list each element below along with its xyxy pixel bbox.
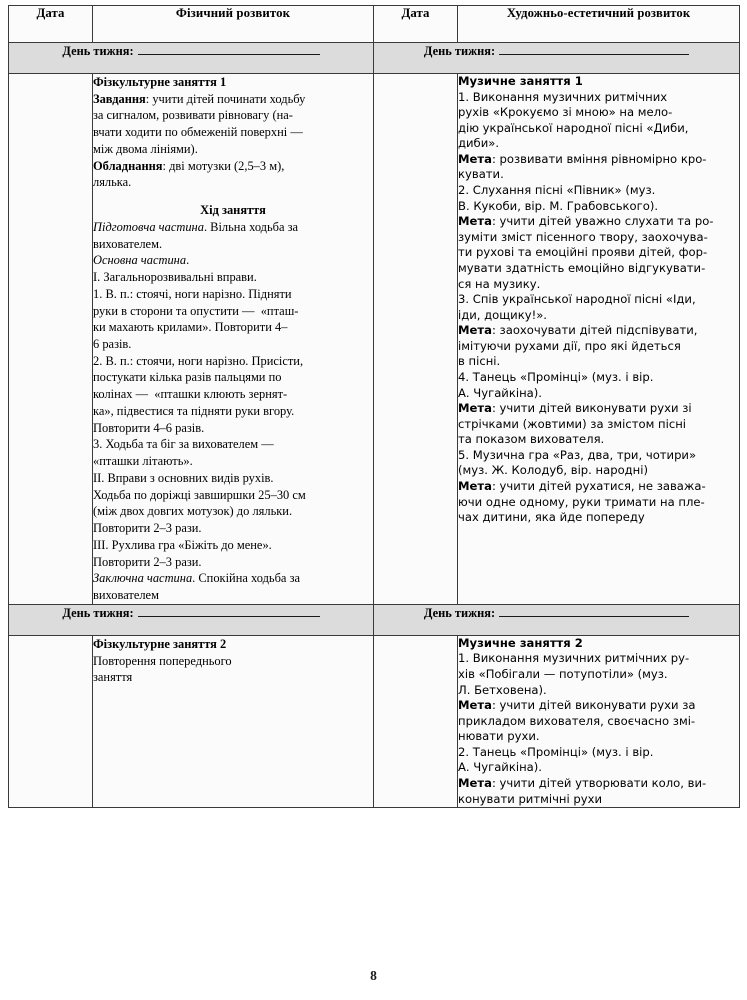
text-line: прикладом вихователя, своєчасно змі-: [458, 713, 696, 728]
text-line: між двома лініями).: [93, 141, 198, 156]
text-line: іди, дощику!».: [458, 307, 547, 322]
text-line: І. Загальнорозвивальні вправи.: [93, 270, 257, 285]
lesson-row-2: [9, 635, 740, 807]
text-line: 1. Виконання музичних ритмічних: [458, 89, 668, 104]
text-line: Обладнання: дві мотузки (2,5–3 м),: [93, 158, 285, 173]
text-line: 2. Слухання пісні «Півник» (муз.: [458, 183, 656, 198]
lesson-row-1: [9, 74, 740, 605]
text-line: Повторити 2–3 рази.: [93, 521, 202, 536]
text-line: мувати здатність емоційно відгукувати-: [458, 260, 706, 275]
day-of-week-row-1: [9, 43, 740, 74]
text-line: А. Чугайкіна).: [458, 760, 542, 775]
day-of-week-cell-physical-2: [9, 604, 374, 635]
artistic-lesson-cell-1: [458, 74, 740, 605]
text-line: 6 разів.: [93, 337, 132, 352]
text-line: руки в сторони та опустити — «пташ-: [93, 303, 299, 318]
text-line: Мета: учити дітей уважно слухати та ро-: [458, 214, 714, 229]
text-line: 1. Виконання музичних ритмічних ру-: [458, 651, 690, 666]
header-date-2: Дата: [374, 6, 458, 43]
text-line: Завдання: учити дітей починати ходьбу: [93, 91, 306, 106]
day-of-week-cell-physical-1: [9, 43, 374, 74]
date-cell-physical-1[interactable]: [9, 74, 93, 605]
date-cell-physical-2[interactable]: [9, 635, 93, 807]
text-line: та показом вихователя.: [458, 432, 605, 447]
text-line: 3. Спів української народної пісні «Іди,: [458, 292, 696, 307]
text-line: за сигналом, розвивати рівновагу (на-: [93, 108, 293, 123]
text-line: лялька.: [93, 175, 132, 190]
text-line: Повторення попереднього: [93, 653, 232, 668]
text-line: Мета: учити дітей утворювати коло, ви-: [458, 775, 707, 790]
text-line: Л. Бетховена).: [458, 682, 547, 697]
text-line: вчати ходити по обмеженій поверхні —: [93, 125, 303, 140]
text-line: кувати.: [458, 167, 504, 182]
physical-lesson-cell-2: [93, 635, 374, 807]
text-line: постукати кілька разів пальцями по: [93, 370, 282, 385]
text-line: 5. Музична гра «Раз, два, три, чотири»: [458, 447, 697, 462]
section-heading: Хід заняття: [200, 203, 266, 218]
text-line: колінах — «пташки клюють зернят-: [93, 387, 288, 402]
text-line: ІІІ. Рухлива гра «Біжіть до мене».: [93, 537, 272, 552]
physical-lesson-title-2: Фізкультурне заняття 2: [93, 636, 227, 651]
text-line: імітуючи рухами дії, про які йдеться: [458, 338, 681, 353]
day-of-week-input-line[interactable]: [499, 605, 689, 617]
text-line: Підготовча частина. Вільна ходьба за: [93, 219, 299, 234]
header-physical-development: Фізичний розвиток: [93, 6, 374, 43]
text-line: (муз. Ж. Колодуб, вір. народні): [458, 463, 649, 478]
text-line: нювати рухи.: [458, 729, 540, 744]
text-line: вихователем: [93, 588, 159, 603]
day-of-week-input-line[interactable]: [499, 43, 689, 55]
text-line: (між двох довгих мотузок) до ляльки.: [93, 504, 293, 519]
header-date-1: Дата: [9, 6, 93, 43]
text-line: ки махають крилами». Повторити 4–: [93, 320, 288, 335]
text-line: В. Кукоби, вір. М. Грабовського).: [458, 198, 659, 213]
day-of-week-input-line[interactable]: [138, 43, 320, 55]
text-line: диби».: [458, 136, 500, 151]
text-line: стрічками (жовтими) за змістом пісні: [458, 416, 687, 431]
text-line: заняття: [93, 670, 133, 685]
text-line: Повторити 4–6 разів.: [93, 420, 205, 435]
physical-lesson-title-1: Фізкультурне заняття 1: [93, 75, 227, 89]
text-line: вихователем.: [93, 236, 163, 251]
day-of-week-label: День тижня:: [62, 44, 134, 58]
day-of-week-label: День тижня:: [423, 605, 496, 620]
text-line: хів «Побігали — потупотіли» (муз.: [458, 666, 668, 681]
day-of-week-input-line[interactable]: [138, 605, 320, 617]
text-spacer: [93, 191, 373, 202]
text-line: ка», підвестися та підняти руки вгору.: [93, 403, 295, 418]
date-cell-artistic-1[interactable]: [374, 74, 458, 605]
text-line: 1. В. п.: стоячі, ноги нарізно. Підняти: [93, 286, 292, 301]
text-line: чах дитини, яка йде попереду: [458, 510, 645, 525]
day-of-week-cell-artistic-2: [374, 604, 740, 635]
artistic-lesson-title-1: Музичне заняття 1: [458, 74, 583, 88]
lesson-plan-table: [8, 5, 740, 808]
artistic-lesson-cell-2: [458, 635, 740, 807]
text-line: в пісні.: [458, 354, 501, 369]
text-line: Мета: заохочувати дітей підспівувати,: [458, 323, 698, 338]
text-line: 2. В. п.: стоячи, ноги нарізно. Присісти,: [93, 353, 304, 368]
text-line: конувати ритмічні рухи: [458, 791, 603, 806]
table-header-row: [9, 6, 740, 43]
text-line: 3. Ходьба та біг за вихователем —: [93, 437, 274, 452]
text-line: Ходьба по доріжці завширшки 25–30 см: [93, 487, 306, 502]
text-line: Мета: учити дітей рухатися, не заважа-: [458, 479, 706, 494]
artistic-lesson-body-1: [458, 90, 739, 526]
text-line: 4. Танець «Промінці» (муз. і вір.: [458, 369, 654, 384]
day-of-week-cell-artistic-1: [374, 43, 740, 74]
artistic-lesson-title-2: Музичне заняття 2: [458, 635, 583, 650]
text-line: ся на музику.: [458, 276, 541, 291]
page-number: 8: [370, 968, 377, 983]
text-line: дію української народної пісні «Диби,: [458, 120, 689, 135]
text-line: 2. Танець «Промінці» (муз. і вір.: [458, 744, 654, 759]
text-line: ІІ. Вправи з основних видів рухів.: [93, 470, 274, 485]
day-of-week-label: День тижня:: [423, 44, 496, 58]
physical-lesson-cell-1: [93, 74, 374, 605]
text-line: Основна частина.: [93, 253, 190, 268]
artistic-lesson-body-2: [458, 651, 739, 807]
text-line: рухів «Крокуємо зі мною» на мело-: [458, 105, 673, 120]
text-line: зуміти зміст пісенного твору, заохочува-: [458, 229, 708, 244]
text-line: А. Чугайкіна).: [458, 385, 542, 400]
text-line: Мета: учити дітей виконувати рухи за: [458, 698, 696, 713]
text-line: ючи одне одному, руки тримати на пле-: [458, 494, 705, 509]
text-line: Заключна частина. Спокійна ходьба за: [93, 571, 300, 586]
date-cell-artistic-2[interactable]: [374, 635, 458, 807]
text-line: Мета: учити дітей виконувати рухи зі: [458, 401, 692, 416]
text-line: Мета: розвивати вміння рівномірно кро-: [458, 151, 707, 166]
text-line: «пташки літають».: [93, 454, 193, 469]
day-of-week-label: День тижня:: [62, 605, 134, 620]
day-of-week-row-2: [9, 604, 740, 635]
physical-lesson-body-1: [93, 91, 373, 604]
physical-lesson-body-2: [93, 653, 373, 686]
text-line: Повторити 2–3 рази.: [93, 554, 202, 569]
header-artistic-aesthetic-development: Художньо-естетичний розвиток: [458, 6, 740, 43]
text-line: ти рухові та емоційні прояви дітей, фор-: [458, 245, 708, 260]
